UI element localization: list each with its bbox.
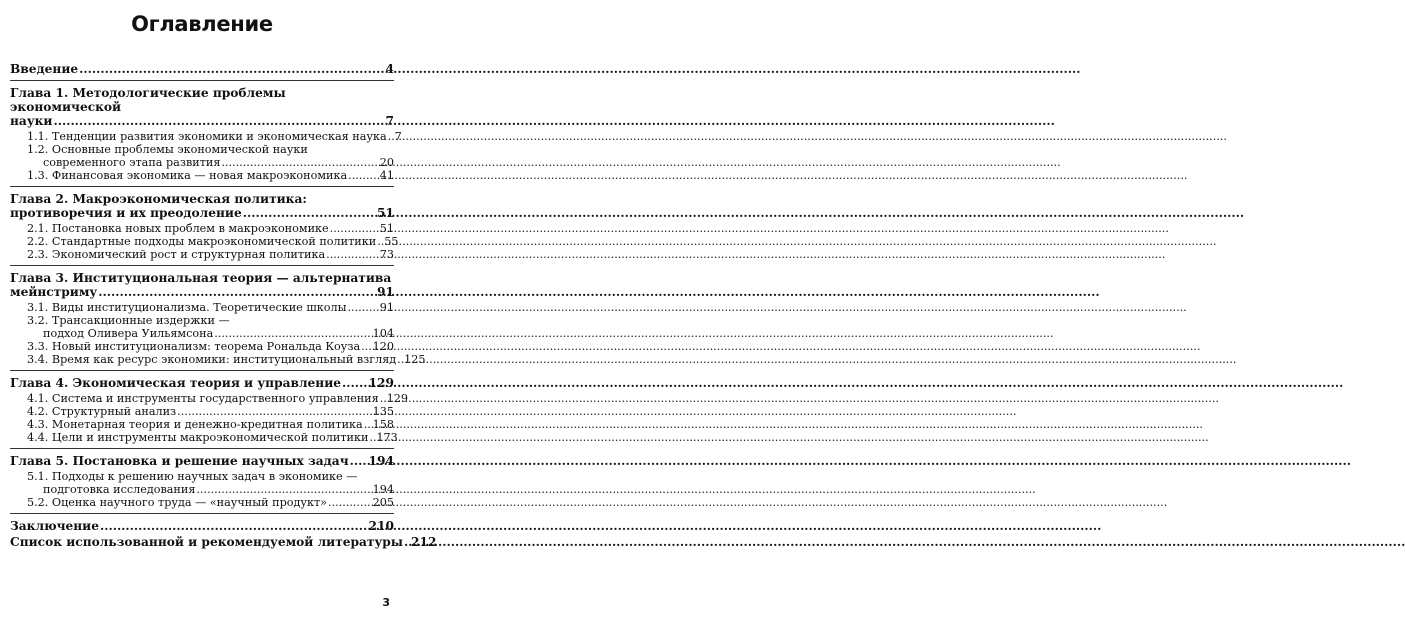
toc-entry-1-1[interactable] <box>10 130 402 143</box>
toc-entry-page: 194 <box>372 483 394 496</box>
divider <box>10 370 394 371</box>
toc-entry-label: Заключение <box>10 519 99 533</box>
toc-entry-label: 2.3. Экономический рост и структурная политика <box>27 248 326 261</box>
dot-leader <box>350 454 368 468</box>
dot-leader <box>221 156 378 169</box>
toc-entry-page: 135 <box>372 405 394 418</box>
chapter-1-title-line1[interactable]: Глава 1. Методологические проблемы экономической <box>10 86 286 114</box>
divider <box>10 265 394 266</box>
dot-leader <box>388 130 394 143</box>
toc-entry-5-2[interactable] <box>10 496 394 509</box>
toc-entry-page: 7 <box>394 130 402 143</box>
dot-leader <box>369 431 375 444</box>
toc-entry-4-3[interactable] <box>10 418 394 431</box>
dot-leader <box>196 483 371 496</box>
toc-entry-page: 120 <box>372 340 394 353</box>
toc-entry-2-2[interactable] <box>10 235 399 248</box>
chapter-1-title-line2: науки <box>10 114 53 128</box>
toc-entry-chapter-2[interactable] <box>10 206 394 220</box>
toc-entry-chapter-5[interactable] <box>10 454 394 468</box>
toc-entry-intro[interactable] <box>10 62 394 76</box>
toc-entry-3-4[interactable] <box>10 353 426 366</box>
dot-leader <box>326 248 379 261</box>
toc-entry-2-1[interactable] <box>10 222 394 235</box>
toc-entry-label: 4.3. Монетарная теория и денежно-кредитная политика <box>27 418 363 431</box>
divider <box>10 448 394 449</box>
toc-entry-4-1[interactable] <box>10 392 409 405</box>
toc-entry-label: Введение <box>10 62 79 76</box>
toc-entry-label: 2.2. Стандартные подходы макроэкономической политики <box>27 235 377 248</box>
toc-entry-chapter-3[interactable] <box>10 285 394 299</box>
toc-entry-page: 194 <box>368 454 394 468</box>
toc-entry-page: 91 <box>377 285 394 299</box>
toc-entry-5-1[interactable] <box>10 483 394 496</box>
toc-entry-4-2[interactable] <box>10 405 394 418</box>
chapter-3-title-line1[interactable]: Глава 3. Институциональная теория — альтернатива <box>10 271 392 285</box>
toc-entry-chapter-1[interactable] <box>10 114 394 128</box>
toc-entry-label: 3.3. Новый институционализм: теорема Рональда Коуза <box>27 340 361 353</box>
toc-entry-label: 3.4. Время как ресурс экономики: институциональный взгляд <box>27 353 397 366</box>
toc-entry-label: 5.2. Оценка научного труда — «научный продукт» <box>27 496 327 509</box>
dot-leader <box>243 206 376 220</box>
toc-entry-label: 4.1. Система и инструменты государственного управления <box>27 392 379 405</box>
dot-leader <box>328 496 372 509</box>
toc-entry-label: современного этапа развития <box>43 156 221 169</box>
toc-entry-label: Глава 4. Экономическая теория и управление <box>10 376 342 390</box>
dot-leader <box>53 114 384 128</box>
toc-entry-label: Глава 5. Постановка и решение научных задач <box>10 454 349 468</box>
dot-leader <box>79 62 384 76</box>
dot-leader <box>98 285 376 299</box>
toc-entry-page: 91 <box>379 301 394 314</box>
dot-leader <box>377 235 383 248</box>
dot-leader <box>397 353 403 366</box>
dot-leader <box>347 301 378 314</box>
dot-leader <box>100 519 368 533</box>
toc-entry-label: 4.4. Цели и инструменты макроэкономической политики <box>27 431 369 444</box>
dot-leader <box>348 169 379 182</box>
toc-entry-page: 55 <box>384 235 399 248</box>
page-number: 3 <box>382 596 390 609</box>
chapter-2-title-line1[interactable]: Глава 2. Макроэкономическая политика: <box>10 192 307 206</box>
toc-entry-label: 1.3. Финансовая экономика — новая макроэкономика <box>27 169 348 182</box>
toc-entry-1-2[interactable] <box>10 156 394 169</box>
toc-entry-5-1-line1[interactable]: 5.1. Подходы к решению научных задач в экономике — <box>27 470 358 483</box>
toc-entry-chapter-4[interactable] <box>10 376 394 390</box>
toc-entry-page: 20 <box>379 156 394 169</box>
toc-entry-references[interactable] <box>10 535 437 549</box>
toc-entry-label: Список использованной и рекомендуемой литературы <box>10 535 404 549</box>
dot-leader <box>364 418 372 431</box>
toc-entry-page: 173 <box>376 431 398 444</box>
toc-entry-conclusion[interactable] <box>10 519 394 533</box>
dot-leader <box>380 392 386 405</box>
toc-entry-label: 4.2. Структурный анализ <box>27 405 177 418</box>
chapter-2-title-line2: противоречия и их преодоление <box>10 206 242 220</box>
toc-entry-page: 73 <box>379 248 394 261</box>
toc-entry-page: 41 <box>379 169 394 182</box>
toc-entry-3-1[interactable] <box>10 301 394 314</box>
dot-leader <box>361 340 372 353</box>
toc-entry-page: 125 <box>404 353 426 366</box>
dot-leader <box>342 376 368 390</box>
toc-entry-3-2-line1[interactable]: 3.2. Трансакционные издержки — <box>27 314 230 327</box>
toc-entry-page: 51 <box>379 222 394 235</box>
dot-leader <box>214 327 371 340</box>
page-title: Оглавление <box>131 12 273 36</box>
toc-entry-1-3[interactable] <box>10 169 394 182</box>
toc-entry-page: 129 <box>368 376 394 390</box>
toc-entry-4-4[interactable] <box>10 431 398 444</box>
toc-entry-3-2[interactable] <box>10 327 394 340</box>
toc-entry-2-3[interactable] <box>10 248 394 261</box>
toc-entry-page: 158 <box>372 418 394 431</box>
toc-entry-page: 210 <box>368 519 394 533</box>
chapter-3-title-line2: мейнстриму <box>10 285 98 299</box>
dot-leader <box>330 222 379 235</box>
toc-entry-label: 1.1. Тенденции развития экономики и экономическая наука <box>27 130 387 143</box>
dot-leader <box>404 535 410 549</box>
divider <box>10 186 394 187</box>
divider <box>10 80 394 81</box>
toc-entry-label: 3.1. Виды институционализма. Теоретические школы <box>27 301 347 314</box>
toc-entry-page: 4 <box>385 62 394 76</box>
toc-entry-page: 129 <box>386 392 409 405</box>
table-of-contents <box>10 62 437 549</box>
toc-entry-page: 104 <box>372 327 394 340</box>
toc-entry-label: подход Оливера Уильямсона <box>43 327 214 340</box>
toc-entry-1-2-line1[interactable]: 1.2. Основные проблемы экономической науки <box>27 143 308 156</box>
toc-entry-page: 51 <box>377 206 394 220</box>
divider <box>10 513 394 514</box>
toc-entry-3-3[interactable] <box>10 340 394 353</box>
toc-entry-page: 205 <box>372 496 394 509</box>
dot-leader <box>177 405 371 418</box>
toc-entry-page: 7 <box>385 114 394 128</box>
toc-entry-label: 2.1. Постановка новых проблем в макроэкономике <box>27 222 329 235</box>
toc-entry-label: подготовка исследования <box>43 483 196 496</box>
toc-entry-page: 212 <box>411 535 437 549</box>
